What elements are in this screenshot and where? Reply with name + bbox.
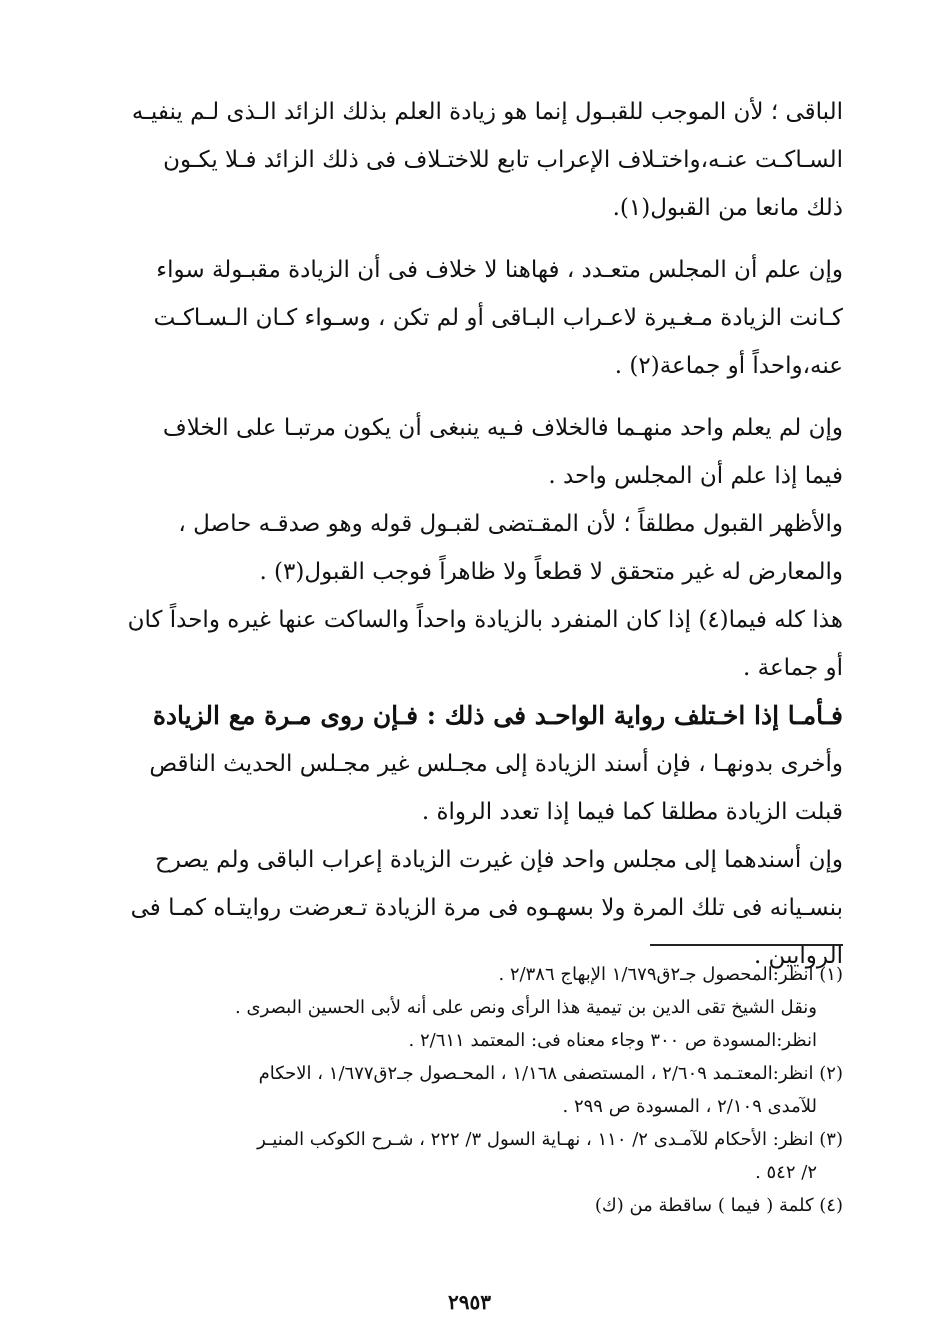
body-line: ذلك مانعا من القبول(١). — [612, 195, 843, 221]
body-line: والمعارض له غير متحقق لا قطعاً ولا ظاهراً فوجب القبول(٣) . — [259, 559, 843, 585]
body-line: وإن أسندهما إلى مجلس واحد فإن غيرت الزيادة إعراب الباقى ولم يصرح — [154, 847, 843, 873]
main-text — [128, 88, 843, 980]
body-line: بنسـيانه فى تلك المرة ولا بسهـوه فى مرة الزيادة تـعرضت روايتـاه كمـا فى — [130, 895, 843, 921]
body-line: أو جماعة . — [742, 655, 843, 681]
footnote-line: ونقل الشيخ تقى الدين بن تيمية هذا الرأى ونص على أنه لأبى الحسين البصرى . — [235, 997, 817, 1018]
footnote-line: ٢/ ٥٤٢ . — [755, 1162, 817, 1183]
body-line: السـاكـت عنـه،واختـلاف الإعراب تابع للاختـلاف فى ذلك الزائد فـلا يكـون — [163, 147, 843, 173]
body-line: وإن لم يعلم واحد منهـما فالخلاف فـيه ينبغى أن يكون مرتبـا على الخلاف — [162, 415, 843, 441]
body-line: فيما إذا علم أن المجلس واحد . — [548, 463, 843, 489]
body-line: كـانت الزيادة مـغـيرة لاعـراب البـاقى أو لم تكن ، وسـواء كـان الـسـاكـت — [153, 305, 843, 331]
body-line: والأظهر القبول مطلقاً ؛ لأن المقـتضى لقبـول قوله وهو صدقـه حاصل ، — [178, 511, 843, 537]
footnote-line: للآمدى ٢/١٠٩ ، المسودة ص ٢٩٩ . — [562, 1096, 817, 1117]
footnote-line: (١) انظر:المحصول جـ٢ق١/٦٧٩ الإبهاج ٢/٣٨٦ . — [498, 964, 843, 985]
footnote-line: (٤) كلمة ( فيما ) ساقطة من (ك) — [594, 1195, 843, 1216]
body-line: الروايين . — [753, 943, 843, 969]
body-line: وأخرى بدونهـا ، فإن أسند الزيادة إلى مجـلس غير مجـلس الحديث الناقص — [149, 751, 843, 777]
body-line: وإن علم أن المجلس متعـدد ، فهاهنا لا خلاف فى أن الزيادة مقبـولة سواء — [156, 257, 843, 283]
body-line: قبلت الزيادة مطلقا كما فيما إذا تعدد الرواة . — [421, 799, 843, 825]
footnotes — [128, 958, 843, 1222]
footnote-line: (٢) انظر:المعتـمد ٢/٦٠٩ ، المستصفى ١/١٦٨ ، المحـصول جـ٢ق١/٦٧٧ ، الاحكام — [258, 1063, 843, 1084]
footnote-divider — [650, 944, 843, 946]
footnote-line: انظر:المسودة ص ٣٠٠ وجاء معناه فى: المعتمد ٢/٦١١ . — [408, 1030, 817, 1051]
body-line: هذا كله فيما(٤) إذا كان المنفرد بالزيادة واحداً والساكت عنها غيره واحداً كان — [128, 607, 843, 633]
page-number: ٢٩٥٣ — [448, 1290, 491, 1314]
body-line: عنه،واحداً أو جماعة(٢) . — [614, 353, 843, 379]
body-line: الباقى ؛ لأن الموجب للقبـول إنما هو زيادة العلم بذلك الزائد الـذى لـم ينفيـه — [131, 99, 843, 125]
section-heading-line: فـأمـا إذا اخـتلف رواية الواحـد فى ذلك : فـإن روى مـرة مع الزيادة — [152, 701, 843, 730]
footnote-line: (٣) انظر: الأحكام للآمـدى ٢/ ١١٠ ، نهـاية السول ٣/ ٢٢٢ ، شـرح الكوكب المنيـر — [257, 1129, 843, 1150]
